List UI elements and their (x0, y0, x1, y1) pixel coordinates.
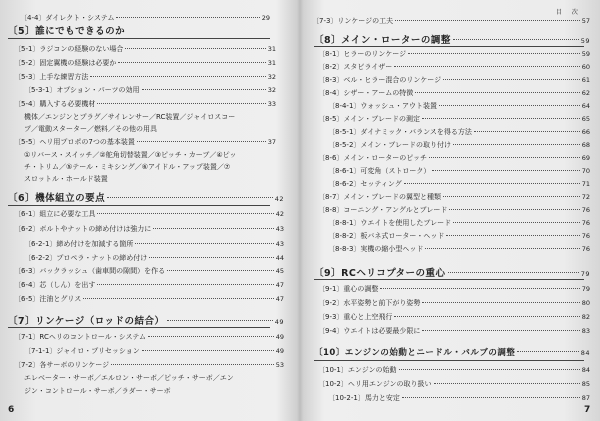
toc-entry: 〔10-1〕エンジンの始動 84 (318, 366, 590, 374)
toc-entry: 〔6-2-1〕締め付けを加減する箇所 43 (24, 240, 284, 248)
toc-entry: 〔8-7〕メイン・ブレードの翼型と種類 72 (318, 193, 590, 201)
toc-detail: プ／電動スターター／燃料／その他の用具 (24, 125, 157, 133)
toc-entry: 〔5-1〕ラジコンの経験のない場合 31 (14, 45, 276, 53)
toc-entry: 〔10-2〕ヘリ用エンジンの取り扱い 85 (318, 380, 590, 388)
toc-entry: 〔9-2〕水平姿勢と前下がり姿勢 80 (318, 299, 590, 307)
toc-entry: 〔10-2-1〕馬力と安定 87 (328, 394, 590, 402)
chapter-heading: 〔6〕機体組立の要点 42 (8, 193, 284, 204)
chapter-rule (8, 205, 270, 206)
chapter-rule (314, 46, 584, 47)
toc-entry: 〔8-5〕メイン・ブレードの測定 65 (318, 115, 590, 123)
running-head: 目 次 (556, 9, 582, 16)
toc-entry: 〔8-8〕コーニング・アングルとブレード 76 (318, 206, 590, 214)
toc-entry: 〔8-6〕メイン・ローターのピッチ 69 (318, 154, 590, 162)
left-page (0, 0, 296, 421)
toc-detail: スロットル・ホールド装置 (24, 175, 108, 183)
toc-entry: 〔9-4〕ウエイトは必要最少限に 83 (318, 327, 590, 335)
toc-entry: 〔6-2〕ボルトやナットの締め付けは強力に 43 (14, 225, 284, 233)
chapter-rule (8, 38, 270, 39)
toc-entry: 〔5-2〕固定翼機の経験は必要か 31 (14, 59, 276, 67)
toc-entry: 〔8-5-2〕メイン・ブレードの取り付け 68 (328, 141, 590, 149)
toc-detail: ①リバース・スイッチ／②舵角切替装置／③ピッチ・カーブ／④ピッ (24, 151, 237, 159)
chapter-heading: 〔7〕リンケージ（ロッドの結合） 49 (8, 316, 284, 327)
toc-entry: 〔5-5〕ヘリ用プロポの7つの基本装置 37 (14, 138, 276, 146)
chapter-rule (8, 327, 270, 328)
toc-entry: 〔8-8-2〕板バネ式ローター・ヘッド 76 (328, 232, 590, 240)
toc-entry: 〔9-3〕重心と上空飛行 82 (318, 313, 590, 321)
chapter-heading: 〔5〕誰にでもできるのか (8, 26, 126, 37)
toc-entry: 〔6-2-2〕プロペラ・ナットの締め付け 44 (24, 254, 284, 262)
chapter-heading: 〔9〕RCヘリコプターの重心 79 (314, 268, 590, 279)
toc-entry: 〔6-3〕バックラッシュ（歯車間の隙間）を作る 45 (14, 267, 284, 275)
chapter-heading: 〔8〕メイン・ローターの調整 59 (314, 35, 590, 46)
toc-detail: ジン・コントロール・サーボ／ラダー・サーボ (24, 387, 171, 395)
toc-entry: 〔8-8-3〕実機の縮小型ヘッド 76 (328, 245, 590, 253)
toc-entry: 〔7-2〕各サーボのリンケージ 53 (14, 361, 284, 369)
toc-entry: 〔8-4-1〕ウォッシュ・アウト装置 64 (328, 102, 590, 110)
toc-entry: 〔6-1〕組立に必要な工具 42 (14, 210, 284, 218)
toc-entry: 〔5-4〕購入する必要機材 33 (14, 100, 276, 108)
toc-detail: エレベーター・サーボ／エルロン・サーボ／ピッチ・サーボ／エン (24, 374, 234, 382)
toc-entry: 〔8-3〕ベル・ヒラー混合のリンケージ 61 (318, 76, 590, 84)
toc-entry: 〔4-4〕ダイレクト・システム 29 (20, 14, 270, 22)
right-page (304, 0, 600, 421)
toc-entry: 〔6-5〕注油とグリス 47 (14, 295, 284, 303)
page-number-right: 7 (584, 405, 591, 415)
toc-entry: 〔5-3-1〕オプション・パーツの効用 32 (24, 86, 276, 94)
toc-entry: 〔7-3〕リンケージの工夫 57 (312, 17, 590, 25)
chapter-rule (314, 360, 584, 361)
toc-entry: 〔8-2〕スタビライザー 60 (318, 63, 590, 71)
toc-entry: 〔9-1〕重心の調整 79 (318, 285, 590, 293)
toc-entry: 〔7-1〕RCヘリのコントロール・システム 49 (14, 333, 284, 341)
toc-entry: 〔7-1-1〕ジャイロ・プリセッション 49 (24, 347, 284, 355)
toc-entry: 〔8-6-1〕可変角（ストローク） 70 (328, 167, 590, 175)
toc-entry: 〔5-3〕上手な練習方法 32 (14, 73, 276, 81)
toc-detail: 機体／エンジンとプラグ／サイレンサー／RC装置／ジャイロスコー (24, 113, 236, 121)
toc-entry: 〔8-1〕ヒラーのリンケージ 59 (318, 50, 590, 58)
chapter-rule (314, 279, 584, 280)
toc-entry: 〔8-6-2〕セッティング 71 (328, 180, 590, 188)
toc-entry: 〔6-4〕芯（しん）を出す 47 (14, 281, 284, 289)
page-number-left: 6 (8, 405, 15, 415)
toc-entry: 〔8-8-1〕ウエイトを使用したブレード 76 (328, 219, 590, 227)
toc-entry: 〔8-4〕シザー・アームの特徴 62 (318, 89, 590, 97)
toc-detail: チ・トリム／⑤テール・ミキシング／⑥アイドル・アップ装置／⑦ (24, 163, 231, 171)
toc-entry: 〔8-5-1〕ダイナミック・バランスを得る方法 66 (328, 128, 590, 136)
chapter-heading: 〔10〕エンジンの始動とニードル・バルブの調整 84 (314, 348, 590, 358)
